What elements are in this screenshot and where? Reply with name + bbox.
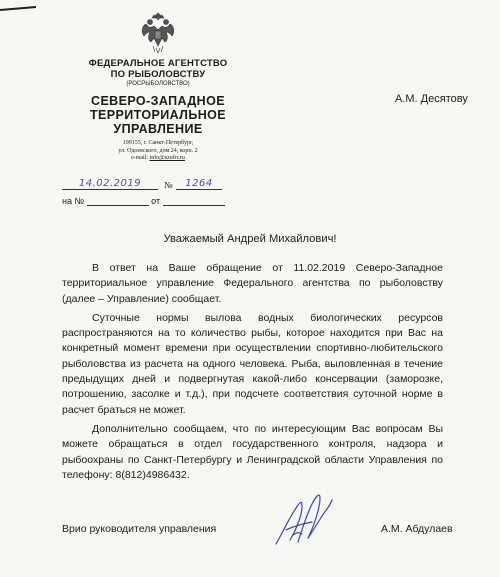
signatory-name: А.М. Абдулаев (381, 523, 453, 535)
letterhead (58, 12, 258, 163)
registration-number-label: № (164, 180, 173, 190)
department-name-line1: СЕВЕРО-ЗАПАДНОЕ (91, 94, 225, 108)
signature-icon (272, 486, 334, 550)
scan-mark (0, 6, 38, 12)
email-label: e-mail: (131, 155, 149, 161)
reference-number-blank (87, 196, 149, 206)
signatory-title: Врио руководителя управления (62, 523, 217, 535)
registration-date: 14.02.2019 (62, 178, 158, 190)
greeting: Уважаемый Андрей Михайлович! (163, 233, 337, 245)
agency-abbreviation: (РОСРЫБОЛОВСТВО) (126, 81, 190, 87)
email-line (58, 155, 258, 163)
emblem-icon (138, 12, 178, 54)
reference-number-label: на № (62, 196, 85, 206)
body-paragraph-3: Дополнительно сообщаем, что по интересующим Вас вопросам Вы можете обращаться в отдел государственного контроля, надзора и рыбоохраны по Санкт-Петербургу и Ленинградской области Управления по телефону: 8(812)4986432. (62, 422, 443, 481)
body-paragraph-2: Суточные нормы вылова водных биологических ресурсов распространяются на то количество рыбы, которое находится при Вас на конкретный момент времени при осуществлении спортивно-любительского рыболовства из расчета на одного человека. Рыба, выловленная в течение предыдущих дней и подвергнутая какой-либо консервации (заморозке, потрошению, засолке и т.д.), при подсчете соответствия суточной норме в расчет браться не может. (62, 311, 443, 416)
reference-from-label: от (151, 196, 161, 206)
registration-number: 1264 (176, 178, 222, 190)
postal-address (58, 140, 258, 163)
reference-date-blank (163, 196, 225, 206)
email-address: info@szufrr.ru (149, 155, 185, 161)
address-line2: ул. Одоевского, дом 24, корп. 2 (118, 147, 198, 154)
body-paragraph-1: В ответ на Ваше обращение от 11.02.2019 Северо-Западное территориальное управление Федерального агентства по рыболовству (далее – Управление) сообщает. (62, 262, 443, 305)
addressee: А.М. Десятову (395, 93, 468, 105)
reference-row (62, 196, 225, 206)
agency-name-line1: ФЕДЕРАЛЬНОЕ АГЕНТСТВО (88, 58, 228, 69)
agency-name-line2: ПО РЫБОЛОВСТВУ (110, 69, 206, 80)
letter-body (62, 261, 443, 487)
address-line1: 199155, г. Санкт-Петербург, (122, 140, 194, 146)
department-name-line3: УПРАВЛЕНИЕ (113, 122, 203, 136)
department-name-line2: ТЕРРИТОРИАЛЬНОЕ (89, 108, 227, 122)
